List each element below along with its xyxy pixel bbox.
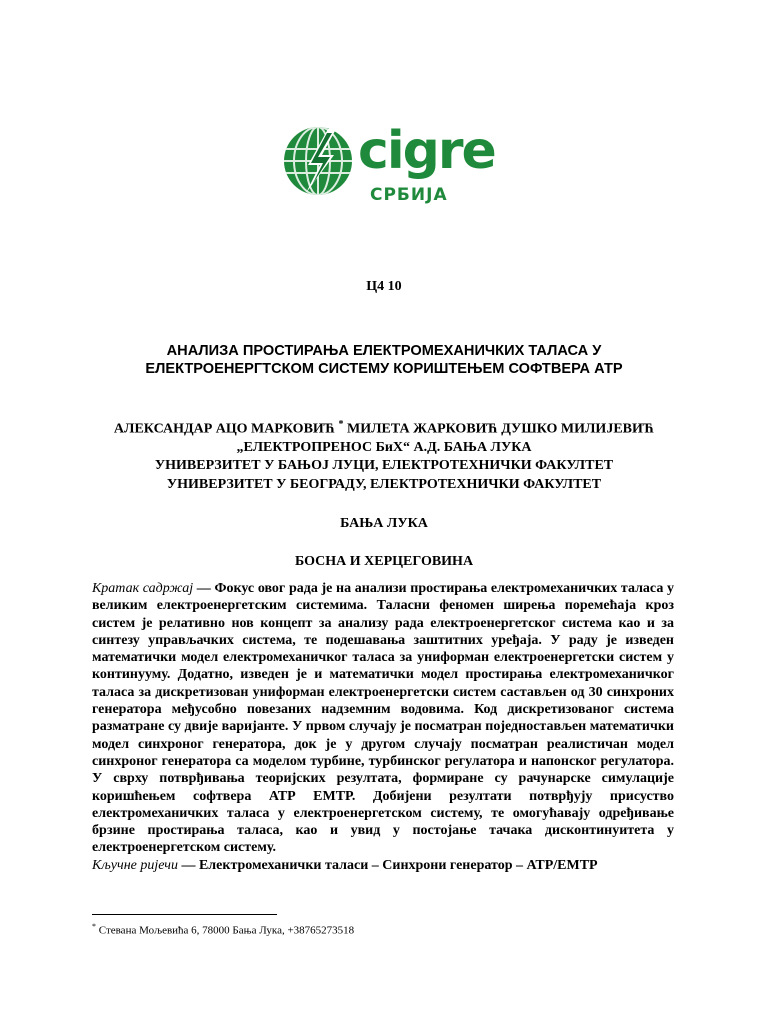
footnote xyxy=(92,922,354,937)
footnote-mark: * xyxy=(338,419,344,430)
paper-title xyxy=(80,342,688,378)
author-name: АЛЕКСАНДАР АЦО МАРКОВИЋ xyxy=(113,421,335,437)
footnote-divider xyxy=(92,914,277,915)
abstract-paragraph xyxy=(92,580,674,857)
author-name: ДУШКО МИЛИЈЕВИЋ xyxy=(501,421,655,437)
affiliation: „ЕЛЕКТРОПРЕНОС БиХ“ А.Д. БАЊА ЛУКА xyxy=(236,439,532,455)
affiliation: УНИВЕРЗИТЕТ У БАЊОЈ ЛУЦИ, ЕЛЕКТРОТЕХНИЧКИ ФАКУЛТЕТ xyxy=(154,458,614,474)
keywords xyxy=(92,857,674,874)
author-names xyxy=(100,416,668,439)
cigre-serbia-logo xyxy=(280,119,495,219)
abstract-separator: — xyxy=(193,581,215,596)
abstract xyxy=(92,580,674,874)
footnote-text: Стевана Мољевића 6, 78000 Бања Лука, +38765273518 xyxy=(98,924,355,937)
logo-region: СРБИЈА xyxy=(370,185,448,205)
footnote-mark: * xyxy=(92,922,96,931)
affiliation: УНИВЕРЗИТЕТ У БЕОГРАДУ, ЕЛЕКТРОТЕХНИЧКИ ФАКУЛТЕТ xyxy=(166,476,602,492)
author-block xyxy=(100,416,668,494)
keywords-label: Кључне ријечи xyxy=(92,857,178,873)
title-line: АНАЛИЗА ПРОСТИРАЊА ЕЛЕКТРОМЕХАНИЧКИХ ТАЛАСА У xyxy=(166,343,602,359)
abstract-label: Кратак садржај xyxy=(92,581,194,596)
keywords-separator: — xyxy=(177,857,199,873)
title-line: ЕЛЕКТРОЕНЕРГТСКОМ СИСТЕМУ КОРИШТЕЊЕМ СОФТВЕРА АТР xyxy=(145,361,623,377)
keywords-text: Електромеханички таласи – Синхрони генератор – АТР/ЕМТР xyxy=(198,857,598,873)
paper-code: Ц4 10 xyxy=(366,279,402,294)
abstract-text: Фокус овог рада је на анализи простирања електромеханичких таласа у великим електроенергетским системима. Таласни феномен ширења поремећаја кроз систем је релативно нов концепт за анализу рада електроенергетског система као и за синтезу управљачких система, те подешавања заштитних уређаја. У раду је изведен математички модел електромеханичког таласа за униформан електроенергетски систем у континууму. Додатно, изведен је и математички модел простирања електромеханичког таласа за дискретизован униформан електроенергетски систем састављен од 30 синхроних генератора међусобно повезаних надземним водовима. Код дискретизованог система разматране су двије варијанте. У првом случају је посматран поједностављен математички модел синхроног генератора, док је у другом случају посматран реалистичан модел синхроног генератора са моделом турбине, турбинског регулатора и напонског регулатора. У сврху потврђивања теоријских резултата, формиране су рачунарске симулације коришћењем софтвера АТР ЕМТР. Добијени резултати потврђују присуство електромеханичких таласа у електроенергетском систему, те омогућавају одређивање брзине простирања таласа, као и увид у постојање тачака дисконтинуитета у електроенергетском систему. xyxy=(92,581,674,856)
city: БАЊА ЛУКА xyxy=(340,516,428,531)
author-name: МИЛЕТА ЖАРКОВИЋ xyxy=(347,421,498,437)
country: БОСНА И ХЕРЦЕГОВИНА xyxy=(294,554,474,569)
logo-brand: cigre xyxy=(358,121,495,181)
